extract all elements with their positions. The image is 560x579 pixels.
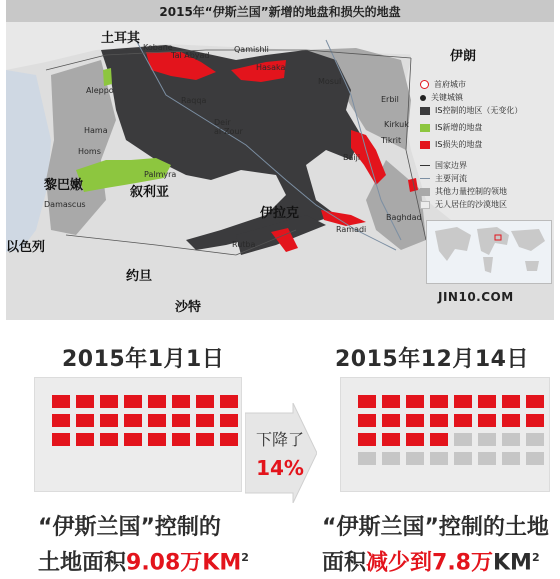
legend-border: 国家边界 [420,159,548,172]
controlled-area-cell [478,395,496,408]
controlled-area-cell [148,414,166,427]
controlled-area-cell [358,395,376,408]
before-caption [38,513,249,578]
country-iran: 伊朗 [450,49,477,64]
change-arrow-icon [245,403,317,503]
legend-is-new: IS新增的地盘 [420,121,548,134]
world-map-icon [427,221,551,283]
map-title: 2015年“伊斯兰国”新增的地盘和损失的地盘 [6,0,554,22]
city-damascus: Damascus [44,200,86,209]
controlled-area-cell [454,414,472,427]
other-forces-swatch [420,188,430,196]
controlled-area-cell [196,414,214,427]
country-jordan: 约旦 [126,269,153,284]
after-caption [322,513,549,578]
is-lost-swatch [420,141,430,149]
controlled-area-cell [358,433,376,446]
country-saudi: 沙特 [175,300,202,315]
is-new-swatch [420,124,430,132]
city-mosul: Mosul [318,77,342,86]
city-hasaka: Hasaka [256,63,286,72]
city-hama: Hama [84,126,108,135]
country-turkey: 土耳其 [101,31,141,46]
controlled-area-cell [478,414,496,427]
city-erbil: Erbil [381,95,399,104]
city-kirkuk: Kirkuk [384,120,409,129]
controlled-area-cell [430,414,448,427]
is-new-area-2 [103,68,112,86]
legend-desert: 无人居住的沙漠地区 [420,198,548,211]
controlled-area-cell [52,414,70,427]
city-kobane: Kobane [143,43,173,52]
country-iraq: 伊拉克 [260,206,300,221]
change-percent: 14% [256,456,304,480]
after-area-value: 减少到7.8万 [366,550,493,576]
city-raqqa: Raqqa [181,96,207,105]
change-label: 下降了 [255,430,304,449]
lost-area-cell [454,433,472,446]
controlled-area-cell [406,414,424,427]
city-ramadi: Ramadi [336,225,367,234]
controlled-area-cell [100,433,118,446]
controlled-area-cell [148,395,166,408]
lost-area-cell [454,452,472,465]
legend-is-lost: IS损失的地盘 [420,138,548,151]
lost-area-cell [382,452,400,465]
lost-area-cell [526,452,544,465]
lost-area-cell [478,433,496,446]
controlled-area-cell [76,414,94,427]
city-tal-abyad: Tal Abyad [171,51,210,60]
before-date: 2015年1月1日 [62,347,225,372]
after-caption-line2: 面积减少到7.8万$KM^2$ [322,550,540,576]
controlled-area-cell [526,414,544,427]
controlled-area-cell [76,433,94,446]
city-homs: Homs [78,147,101,156]
controlled-area-cell [52,395,70,408]
city-qamishli: Qamishli [234,45,269,54]
country-israel: 以色列 [6,240,46,255]
after-cell-grid [358,395,544,465]
legend-is-control: IS控制的地区（无变化） [420,104,548,117]
controlled-area-cell [382,395,400,408]
controlled-area-cell [220,414,238,427]
is-control-swatch [420,107,430,115]
controlled-area-cell [382,414,400,427]
lost-area-cell [502,433,520,446]
lost-area-cell [406,452,424,465]
controlled-area-cell [502,395,520,408]
controlled-area-cell [406,395,424,408]
map-legend [420,78,548,211]
controlled-area-cell [382,433,400,446]
controlled-area-cell [220,395,238,408]
controlled-area-cell [124,395,142,408]
desert-swatch [420,201,430,209]
controlled-area-cell [100,395,118,408]
legend-other-forces: 其他力量控制的领地 [420,185,548,198]
credit-logo: JIN10.COM [438,290,514,304]
controlled-area-cell [148,433,166,446]
controlled-area-cell [406,433,424,446]
lost-area-cell [358,452,376,465]
after-caption-line1: “伊斯兰国”控制的土地 [322,515,549,540]
before-caption-line2: 土地面积9.08万$KM^2$ [38,550,249,576]
controlled-area-cell [172,395,190,408]
city-baghdad: Baghdad [386,213,422,222]
controlled-area-cell [124,433,142,446]
controlled-area-cell [172,433,190,446]
controlled-area-cell [76,395,94,408]
after-date: 2015年12月14日 [335,347,529,372]
lost-area-cell [502,452,520,465]
city-tikrit: Tikrit [381,136,402,145]
city-aleppo: Aleppo [86,86,114,95]
world-inset-map [426,220,552,284]
legend-capital: 首府城市 [420,78,548,91]
controlled-area-cell [196,395,214,408]
before-cell-grid [52,395,238,446]
capital-marker-icon [420,80,429,89]
controlled-area-cell [526,395,544,408]
territory-map [6,0,554,320]
legend-river: 主要河流 [420,172,548,185]
city-baiji: Baiji [343,153,361,162]
controlled-area-cell [196,433,214,446]
country-syria: 叙利亚 [130,185,170,200]
before-caption-line1: “伊斯兰国”控制的 [38,515,221,540]
controlled-area-cell [220,433,238,446]
controlled-area-cell [430,395,448,408]
country-lebanon: 黎巴嫩 [44,178,84,193]
controlled-area-cell [52,433,70,446]
town-dot-icon [420,95,426,101]
controlled-area-cell [172,414,190,427]
lost-area-cell [526,433,544,446]
legend-key-town: 关键城镇 [420,91,548,104]
lost-area-cell [478,452,496,465]
before-area-value: 9.08万KM [126,550,242,576]
controlled-area-cell [100,414,118,427]
border-line-icon [420,165,430,166]
river-line-icon [420,178,430,179]
city-deir-ez-zour: Deir al-Zour [214,118,243,136]
city-rutba: Rutba [232,240,256,249]
city-palmyra: Palmyra [144,170,177,179]
controlled-area-cell [430,433,448,446]
lost-area-cell [430,452,448,465]
controlled-area-cell [358,414,376,427]
controlled-area-cell [454,395,472,408]
controlled-area-cell [124,414,142,427]
controlled-area-cell [502,414,520,427]
